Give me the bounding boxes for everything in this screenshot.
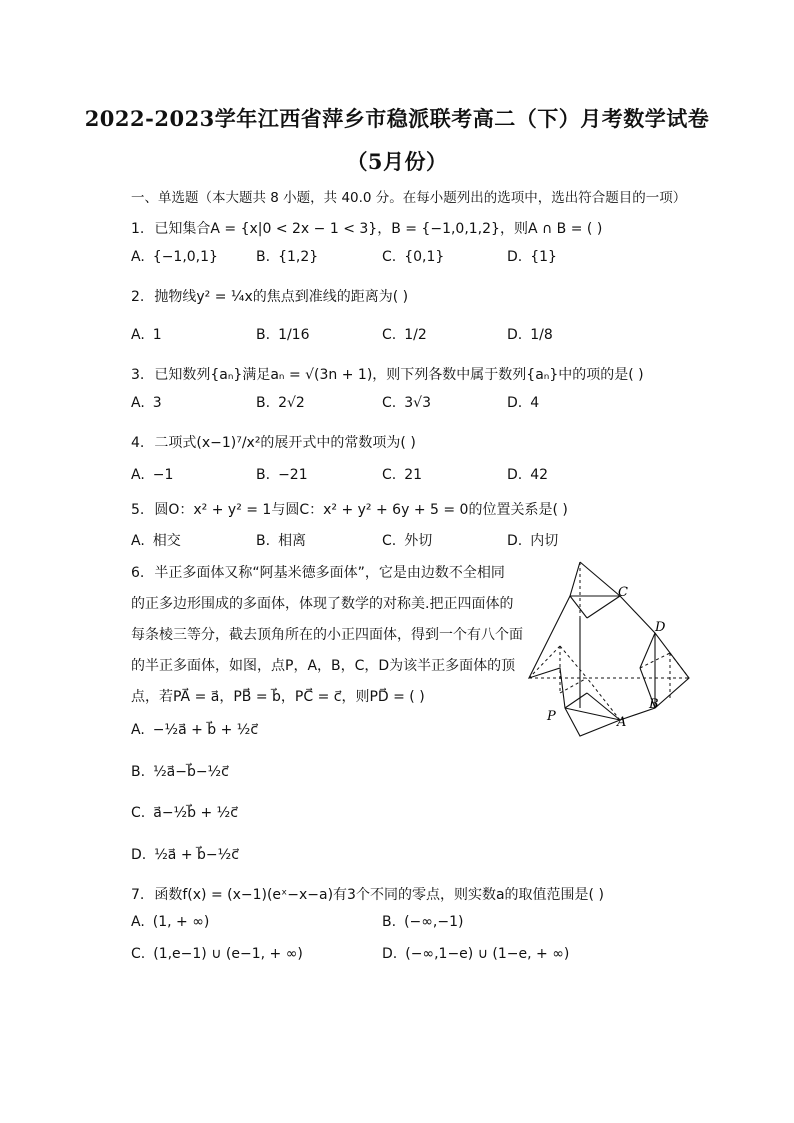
figure-hidden-edge — [560, 678, 587, 693]
option-text: 3√3 — [404, 395, 431, 411]
question-5 — [131, 499, 568, 519]
option-text: 42 — [530, 467, 549, 483]
option-label: B. — [256, 327, 271, 343]
option-text: 1/8 — [530, 327, 553, 343]
option-c[interactable] — [382, 530, 432, 550]
question-number: 4. — [131, 435, 145, 451]
option-c[interactable] — [131, 946, 303, 962]
option-c[interactable] — [382, 327, 427, 343]
option-label: B. — [382, 914, 397, 930]
section-header: 一、单选题（本大题共 8 小题，共 40.0 分。在每小题列出的选项中，选出符合题目的一项） — [131, 190, 687, 206]
question-1 — [131, 218, 602, 238]
option-text: 2√2 — [278, 395, 305, 411]
option-a[interactable] — [131, 914, 209, 930]
option-label: C. — [131, 946, 146, 962]
question-text: 二项式(x−1)⁷/x²的展开式中的常数项为( ) — [154, 435, 416, 451]
option-label: C. — [382, 533, 397, 549]
option-label: B. — [256, 395, 271, 411]
option-text: 3 — [152, 395, 162, 411]
option-text: 1/16 — [278, 327, 310, 343]
option-label: C. — [382, 467, 397, 483]
option-label: B. — [256, 249, 271, 265]
vertex-label-p: P — [547, 709, 556, 724]
option-b[interactable] — [256, 530, 306, 550]
option-text: (−∞,1−e) ∪ (1−e, + ∞) — [405, 946, 570, 962]
option-b[interactable] — [256, 467, 308, 483]
option-text: ½a⃗−b⃗−½c⃗ — [153, 764, 229, 780]
option-d[interactable] — [507, 327, 553, 343]
option-text: 相离 — [278, 533, 307, 549]
option-text: −½a⃗ + b⃗ + ½c⃗ — [152, 722, 259, 738]
question-6 — [131, 562, 505, 582]
option-label: B. — [131, 764, 146, 780]
question-text: 圆O：x² + y² = 1与圆C：x² + y² + 6y + 5 = 0的位置关系是( ) — [154, 502, 568, 518]
vertex-label-a: A — [617, 715, 627, 730]
question-text: 抛物线y² = ¼x的焦点到准线的距离为( ) — [154, 289, 409, 305]
exam-subtitle: （5月份） — [346, 149, 448, 174]
question-number: 3. — [131, 367, 145, 383]
option-label: A. — [131, 327, 145, 343]
option-label: D. — [507, 467, 523, 483]
option-label: B. — [256, 467, 271, 483]
option-label: A. — [131, 533, 145, 549]
option-text: 1/2 — [404, 327, 427, 343]
option-label: C. — [382, 395, 397, 411]
option-text: −21 — [278, 467, 308, 483]
option-b[interactable] — [382, 914, 463, 930]
option-text: −1 — [152, 467, 174, 483]
option-c[interactable] — [382, 249, 444, 265]
option-label: D. — [131, 847, 147, 863]
option-label: D. — [507, 249, 523, 265]
question-number: 2. — [131, 289, 145, 305]
option-label: D. — [507, 395, 523, 411]
option-text: 内切 — [530, 533, 559, 549]
question-number: 7. — [131, 887, 145, 903]
question-number: 6. — [131, 565, 145, 581]
option-label: A. — [131, 467, 145, 483]
option-text: {1,2} — [278, 249, 319, 265]
option-label: D. — [382, 946, 398, 962]
option-b[interactable] — [256, 395, 305, 411]
option-a[interactable] — [131, 249, 218, 265]
question-text-line: 半正多面体又称“阿基米德多面体”，它是由边数不全相同 — [154, 565, 505, 581]
option-d[interactable] — [131, 847, 239, 863]
question-4 — [131, 432, 416, 452]
option-d[interactable] — [507, 395, 539, 411]
option-a[interactable] — [131, 327, 162, 343]
exam-title: 2022-2023学年江西省萍乡市稳派联考高二（下）月考数学试卷 — [84, 106, 710, 131]
question-text: 已知集合A = {x|0 < 2x − 1 < 3}，B = {−1,0,1,2}，则A ∩ B = ( ) — [154, 221, 603, 237]
option-text: {0,1} — [404, 249, 445, 265]
option-d[interactable] — [507, 467, 548, 483]
option-label: C. — [382, 249, 397, 265]
question-text-line: 每条棱三等分，截去顶角所在的小正四面体，得到一个有八个面 — [131, 627, 523, 643]
question-text: 函数f(x) = (x−1)(eˣ−x−a)有3个不同的零点，则实数a的取值范围是( ) — [154, 887, 604, 903]
option-text: 1 — [152, 327, 162, 343]
option-a[interactable] — [131, 395, 162, 411]
option-b[interactable] — [131, 764, 229, 780]
question-3 — [131, 364, 644, 384]
option-text: 外切 — [404, 533, 433, 549]
vertex-label-b: B — [649, 697, 659, 712]
question-text-line: 的正多边形围成的多面体，体现了数学的对称美.把正四面体的 — [131, 596, 514, 612]
option-label: A. — [131, 249, 145, 265]
option-d[interactable] — [382, 946, 569, 962]
question-number: 1. — [131, 221, 145, 237]
option-label: A. — [131, 914, 145, 930]
question-text: 已知数列{aₙ}满足aₙ = √(3n + 1)，则下列各数中属于数列{aₙ}中的项的是( ) — [154, 367, 644, 383]
option-c[interactable] — [131, 805, 238, 821]
figure-edge — [565, 693, 587, 708]
option-label: A. — [131, 395, 145, 411]
vertex-label-c: C — [618, 585, 628, 600]
option-text: a⃗−½b⃗ + ½c⃗ — [153, 805, 238, 821]
option-a[interactable] — [131, 467, 173, 483]
option-text: 相交 — [152, 533, 181, 549]
option-c[interactable] — [382, 395, 431, 411]
question-7 — [131, 884, 604, 904]
option-a[interactable] — [131, 530, 181, 550]
option-text: {1} — [530, 249, 557, 265]
option-text: {−1,0,1} — [152, 249, 218, 265]
question-number: 5. — [131, 502, 145, 518]
option-b[interactable] — [256, 327, 310, 343]
option-a[interactable] — [131, 722, 258, 738]
option-c[interactable] — [382, 467, 422, 483]
polyhedron-figure — [525, 558, 695, 738]
option-label: D. — [507, 327, 523, 343]
figure-edge — [570, 596, 587, 618]
option-text: ½a⃗ + b⃗−½c⃗ — [154, 847, 239, 863]
vertex-label-d: D — [655, 620, 666, 635]
question-text-line: 的半正多面体，如图，点P，A，B，C，D为该半正多面体的顶 — [131, 658, 516, 674]
option-label: C. — [131, 805, 146, 821]
question-text-line: 点，若PA⃗ = a⃗，PB⃗ = b⃗，PC⃗ = c⃗，则PD⃗ = ( ) — [131, 689, 425, 705]
figure-edge — [640, 633, 655, 668]
option-text: (1, + ∞) — [152, 914, 210, 930]
option-d[interactable] — [507, 249, 557, 265]
option-text: (−∞,−1) — [404, 914, 464, 930]
figure-hidden-edge — [560, 646, 587, 678]
option-label: D. — [507, 533, 523, 549]
option-text: (1,e−1) ∪ (e−1, + ∞) — [153, 946, 303, 962]
option-text: 4 — [530, 395, 540, 411]
option-label: B. — [256, 533, 271, 549]
option-text: 21 — [404, 467, 423, 483]
option-d[interactable] — [507, 530, 558, 550]
figure-edge — [587, 596, 620, 618]
option-label: C. — [382, 327, 397, 343]
question-2 — [131, 286, 408, 306]
option-b[interactable] — [256, 249, 318, 265]
option-label: A. — [131, 722, 145, 738]
